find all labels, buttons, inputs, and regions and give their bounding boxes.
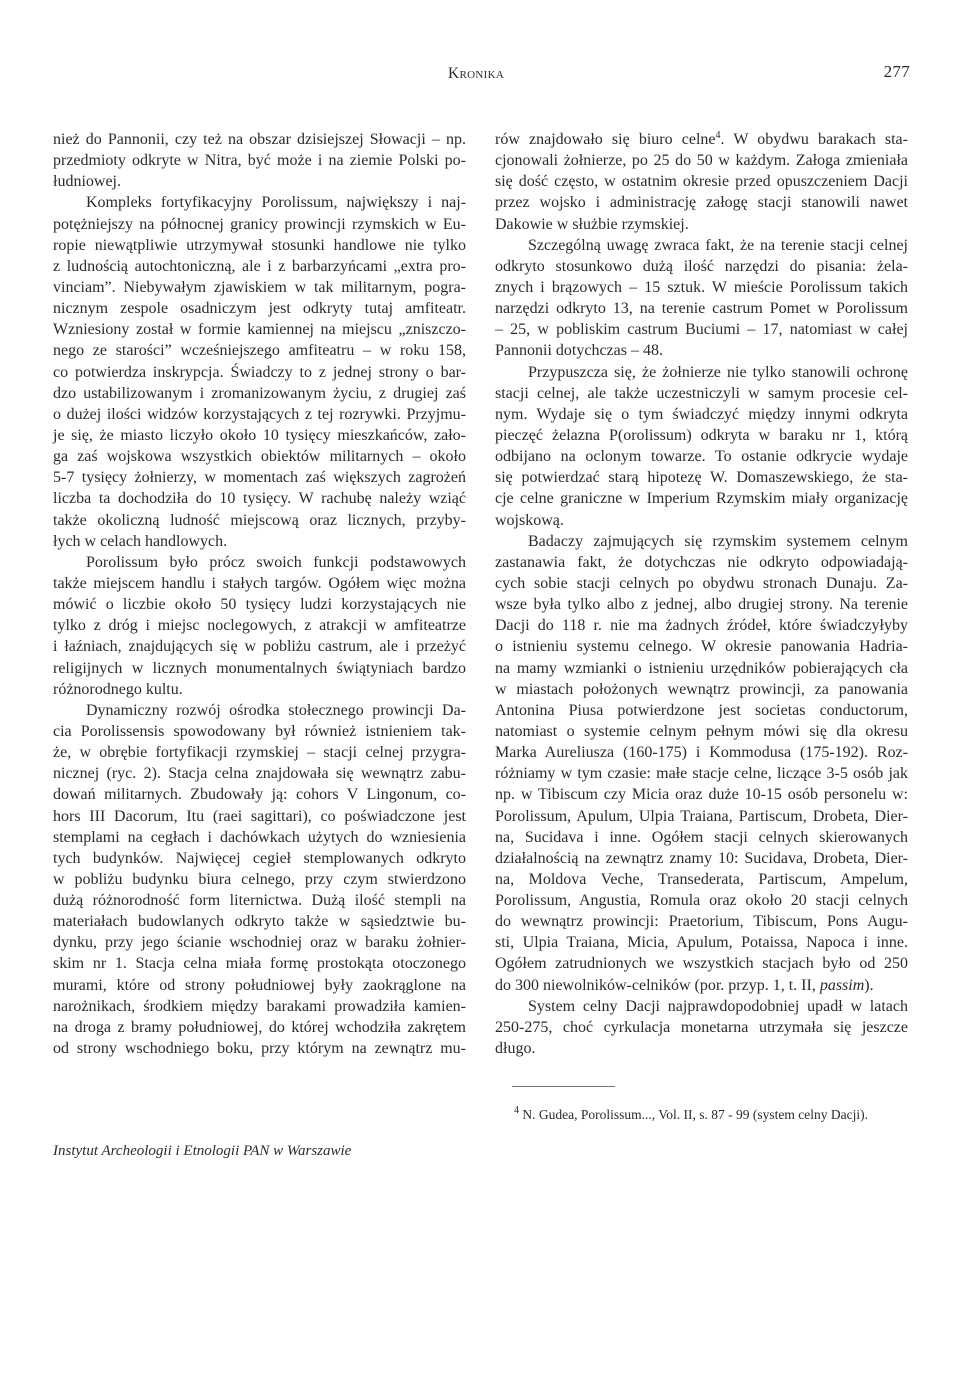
text-line: Porolissum było prócz swoich funkcji podstawowych: [86, 553, 466, 571]
text-line: sti, Ulpia Traiana, Micia, Apulum, Potaissa, Napoca i inne.: [495, 934, 908, 952]
text-line: zastanawia fakt, że dotychczas nie odkryto odpowiadają-: [495, 553, 908, 571]
text-line: np. w Tibiscum czy Micia oraz duże 10-15 osób personelu w:: [495, 786, 908, 804]
text-line: długo.: [495, 1040, 536, 1058]
text-line: Marka Aureliusza (160-175) i Kommodusa (175-192). Roz-: [495, 744, 908, 762]
text-line: na, Moldova Veche, Transederata, Partiscum, Ampelum,: [495, 870, 908, 888]
text-line: łudniowej.: [53, 173, 121, 191]
text-line: Dynamiczny rozwój ośrodka stołecznego prowincji Da-: [86, 701, 466, 719]
text-line: łych w celach handlowych.: [53, 532, 228, 550]
text-line: [495, 975, 908, 996]
text-line: na droga z bramy południowej, do której wchodziła zakrętem: [53, 1018, 466, 1036]
text-line: vinciam”. Niebywałym zjawiskiem w tak militarnym, pogra-: [53, 278, 466, 296]
text-line: narożnikach, środkiem między barakami prowadziła kamien-: [53, 997, 466, 1015]
text-line: tylko z dróg i miejsc noclegowych, z atrakcji w amfiteatrze: [53, 617, 466, 635]
text-line: dzo ustabilizowanym i zromanizowanym życiu, z drugiej zaś: [53, 384, 466, 402]
text-line: znych i brązowych – 15 sztuk. W mieście Porolissum takich: [495, 278, 908, 296]
text-line: religijnych w licznych monumentalnych świątyniach bardzo: [53, 659, 466, 677]
text-segment: rów znajdowało się biuro celne: [495, 131, 716, 148]
text-line: cjonowali żołnierze, po 25 do 50 w każdym. Załoga zmieniała: [495, 152, 908, 170]
text-line: nym. Wydaje się o tym świadczyć między innymi odkryta: [495, 405, 908, 423]
text-line: System celny Dacji najprawdopodobniej upadł w latach: [528, 997, 908, 1015]
text-line: działalnością na zewnątrz znamy 10: Sucidava, Drobeta, Dier-: [495, 849, 908, 867]
text-line: w miastach położonych wewnątrz prowincji, za panowania: [495, 680, 908, 698]
text-line: materiałach budowlanych odkryto także w sąsiedztwie bu-: [53, 913, 466, 931]
footnote: [514, 1107, 914, 1123]
text-line: odbijano na oclonym towarze. To ostanie odkrycie wydaje: [495, 448, 908, 466]
text-line: Kompleks fortyfikacyjny Porolissum, największy i naj-: [86, 194, 466, 212]
text-line: przez wojsko i administrację załogę stacji stanowili nawet: [495, 194, 908, 212]
text-line: pieczęć żelazna P(orolissum) odkryta w baraku nr 1, którą: [495, 426, 908, 444]
text-line: nicznym zespole osadniczym jest odkryty tutaj amfiteatr.: [53, 300, 466, 318]
text-line: się dość często, w ostatnim okresie przed opuszczeniem Dacji: [495, 173, 908, 191]
running-head: [380, 62, 910, 90]
text-line: na, Sucidava i inne. Ogółem stacji celnych skierowanych: [495, 828, 908, 846]
text-line: wsze była tylko albo z jednej, albo drugiej strony. Na terenie: [495, 596, 908, 614]
text-line: także miejscem handlu i stałych targów. Ogółem więc można: [53, 574, 466, 592]
text-line: stemplami na cegłach i dachówkach użytych do wzniesienia: [53, 828, 466, 846]
text-line: Ogółem zatrudnionych we wszystkich stacjach było od 250: [495, 955, 908, 973]
text-line: [495, 129, 908, 150]
text-segment: . W obydwu barakach sta-: [720, 131, 908, 148]
text-line: potężniejszy na północnej granicy prowincji rzymskich w Eu-: [53, 215, 466, 233]
text-line: o dużej ilości widzów korzystających z tej rozrywki. Przyjmu-: [53, 405, 466, 423]
text-line: 250-275, choć cyrkulacja monetarna utrzymała się jeszcze: [495, 1018, 908, 1036]
text-segment: ).: [864, 976, 874, 994]
text-line: murami, które od strony południowej były zaokrąglone na: [53, 976, 466, 994]
text-line: o istnieniu systemu celnego. W okresie panowania Hadria-: [495, 638, 908, 656]
text-line: nego ze starości” wcześniejszego amfiteatru – w roku 158,: [53, 342, 466, 360]
footnote-marker: 4: [514, 1105, 519, 1116]
text-line: z ludnością autochtoniczną, ale i z barbarzyńcami „extra pro-: [53, 257, 466, 275]
text-line: ropie niewątpliwie utrzymywał stosunki handlowe nie tylko: [53, 236, 466, 254]
text-line: że, w obrębie fortyfikacji rzymskiej – stacji celnej przygra-: [53, 744, 466, 762]
text-line: Pannonii dotychczas – 48.: [495, 342, 663, 360]
running-title: Kronika: [448, 65, 505, 82]
italic-term: passim: [819, 976, 865, 994]
text-line: Antonina Piusa potwierdzone jest societas conductorum,: [495, 701, 908, 719]
text-line: 5-7 tysięcy żołnierzy, w momentach zaś większych zagrożeń: [53, 469, 466, 487]
text-line: różnorodnego kultu.: [53, 680, 183, 698]
text-line: skim nr 1. Stacja celna miała formę prostokąta otoczonego: [53, 955, 466, 973]
text-line: mówić o liczbie około 50 tysięcy ludzi korzystających nie: [53, 596, 466, 614]
text-line: dynku, przy jego ścianie wschodniej oraz w baraku żołnier-: [53, 934, 466, 952]
text-line: Przypuszcza się, że żołnierze nie tylko stanowili ochronę: [528, 363, 908, 381]
text-line: co potwierdza inskrypcja. Świadczy to z jednej strony o bar-: [53, 363, 466, 381]
left-text-column: [53, 129, 466, 1059]
text-line: odkryto stosunkowo dużą ilość narzędzi do pisania: żela-: [495, 257, 908, 275]
text-line: w pobliżu budynku biura celnego, przy czym stwierdzono: [53, 870, 466, 888]
text-line: Porolissum, Apulum, Ulpia Traiana, Partiscum, Drobeta, Dier-: [495, 807, 908, 825]
text-segment: do 300 niewolników-celników (por. przyp. 1, t. II,: [495, 976, 820, 994]
text-line: się potwierdzać starą hipotezę W. Domaszewskiego, że sta-: [495, 469, 908, 487]
text-line: różniamy w tym czasie: małe stacje celne, liczące 3-5 osób jak: [495, 765, 908, 783]
text-line: wojskową.: [495, 511, 564, 529]
text-line: narzędzi odkryto 13, na terenie castrum Pomet w Porolissum: [495, 300, 908, 318]
text-line: tych budynków. Najwięcej cegieł stemplowanych odkryto: [53, 849, 466, 867]
text-line: dowań militarnych. Zbudowały ją: cohors V Lingonum, co-: [53, 786, 466, 804]
author-affiliation: Instytut Archeologii i Etnologii PAN w Warszawie: [53, 1143, 352, 1159]
text-line: hors III Dacorum, Itu (raei sagittari), co poświadczone jest: [53, 807, 466, 825]
right-text-column: [495, 129, 908, 1059]
text-line: na mamy wzmianki o istnieniu urzędników pobierających cła: [495, 659, 908, 677]
page-number: 277: [883, 62, 910, 81]
text-line: od strony wschodniego boku, przy którym na zewnątrz mu-: [53, 1040, 466, 1058]
text-line: Szczególną uwagę zwraca fakt, że na terenie stacji celnej: [528, 236, 908, 254]
text-line: Dakowie w służbie rzymskiej.: [495, 215, 689, 233]
text-line: Wzniesiony został w formie kamiennej na miejscu „zniszczo-: [53, 321, 466, 339]
text-line: nież do Pannonii, czy też na obszar dzisiejszej Słowacji – np.: [53, 131, 466, 148]
text-line: dużą różnorodność form liternictwa. Dużą ilość stempli na: [53, 892, 466, 910]
text-line: cych sobie stacji celnych po obydwu stronach Dunaju. Za-: [495, 574, 908, 592]
footnote-reference: 4: [715, 130, 721, 141]
text-line: – 25, w pobliskim castrum Buciumi – 17, natomiast w całej: [495, 321, 908, 339]
text-line: także okoliczną ludność miejscową oraz licznych, przyby-: [53, 511, 466, 529]
text-line: natomiast o systemie celnym pełnym mówi się dla okresu: [495, 722, 908, 740]
text-line: Porolissum, Angustia, Romula oraz około 20 stacji celnych: [495, 892, 908, 910]
text-line: i łaźniach, znajdujących się w pobliżu castrum, ale i przeżyć: [53, 638, 466, 656]
text-line: Dacji do 118 r. nie ma żadnych źródeł, które świadczyłyby: [495, 617, 908, 635]
text-line: stacji celnej, ale także uczestniczyli w samym procesie cel-: [495, 384, 908, 402]
footnote-text: N. Gudea, Porolissum..., Vol. II, s. 87 - 99 (system celny Dacji).: [519, 1107, 868, 1122]
text-line: liczba ta dochodziła do 10 tysięcy. W rachubę należy wziąć: [53, 490, 466, 508]
text-line: je się, że miasto liczyło około 10 tysięcy mieszkańców, zało-: [53, 426, 466, 444]
text-line: do wewnątrz prowincji: Praetorium, Tibiscum, Pons Augu-: [495, 913, 908, 931]
text-line: cia Porolissensis spowodowany był również istnieniem tak-: [53, 722, 466, 740]
footnote-separator: [512, 1086, 615, 1087]
text-line: nicznej (ryc. 2). Stacja celna znajdowała się wewnątrz zabu-: [53, 765, 466, 783]
text-line: cje celne graniczne w Imperium Rzymskim miały organizację: [495, 490, 908, 508]
text-line: ga zaś wojskowa wszystkich obiektów militarnych – około: [53, 448, 466, 466]
text-line: przedmioty odkryte w Nitra, być może i na ziemie Polski po-: [53, 152, 466, 170]
text-line: Badaczy zajmujących się rzymskim systemem celnym: [528, 532, 908, 550]
